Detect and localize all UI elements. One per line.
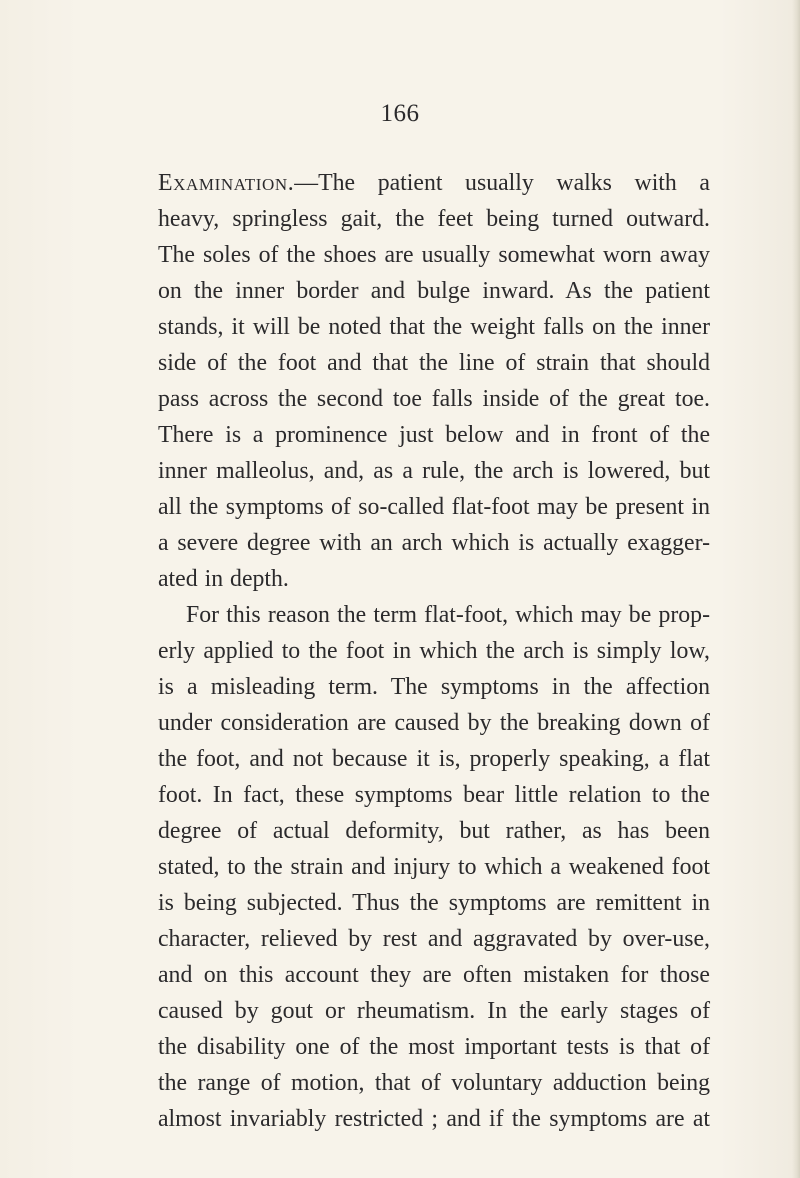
page-number: 166 xyxy=(380,100,420,127)
text-line: foot. In fact, these symptoms bear little relation to the xyxy=(158,782,710,808)
text-line: is a misleading term. The symptoms in the affection xyxy=(158,674,710,700)
text-line: ated in depth. xyxy=(158,566,289,592)
text-line: heavy, springless gait, the feet being turned outward. xyxy=(158,206,710,232)
text-line: inner malleolus, and, as a rule, the arch is lowered, but xyxy=(158,458,710,484)
text-line: stated, to the strain and injury to which a weakened foot xyxy=(158,854,710,880)
text-line: erly applied to the foot in which the arch is simply low, xyxy=(158,638,710,664)
text-line-content: —The patient usually walks with a xyxy=(294,170,710,196)
text-line: almost invariably restricted ; and if the symptoms are at xyxy=(158,1106,710,1132)
text-line: degree of actual deformity, but rather, as has been xyxy=(158,818,710,844)
text-line: all the symptoms of so-called flat-foot may be present in xyxy=(158,494,710,520)
text-line: side of the foot and that the line of strain that should xyxy=(158,350,710,376)
text-line: the range of motion, that of voluntary adduction being xyxy=(158,1070,710,1096)
text-line: caused by gout or rheumatism. In the early stages of xyxy=(158,998,710,1024)
text-line: on the inner border and bulge inward. As the patient xyxy=(158,278,710,304)
text-line: is being subjected. Thus the symptoms are remittent in xyxy=(158,890,710,916)
text-line: the disability one of the most important tests is that of xyxy=(158,1034,710,1060)
text-line: character, relieved by rest and aggravated by over-use, xyxy=(158,926,710,952)
section-heading: Examination. xyxy=(158,170,295,196)
text-line: and on this account they are often mistaken for those xyxy=(158,962,710,988)
text-line: stands, it will be noted that the weight falls on the inner xyxy=(158,314,710,340)
text-line: under consideration are caused by the breaking down of xyxy=(158,710,710,736)
text-line: The soles of the shoes are usually somewhat worn away xyxy=(158,242,710,268)
text-line: pass across the second toe falls inside of the great toe. xyxy=(158,386,710,412)
text-line: There is a prominence just below and in front of the xyxy=(158,422,710,448)
text-line: For this reason the term flat-foot, which may be prop- xyxy=(186,602,710,628)
text-line: a severe degree with an arch which is actually exagger- xyxy=(158,530,710,556)
page-edge-shadow xyxy=(792,0,800,1178)
body-text xyxy=(158,165,710,1137)
text-line: the foot, and not because it is, properly speaking, a flat xyxy=(158,746,710,772)
text-line xyxy=(158,165,710,201)
